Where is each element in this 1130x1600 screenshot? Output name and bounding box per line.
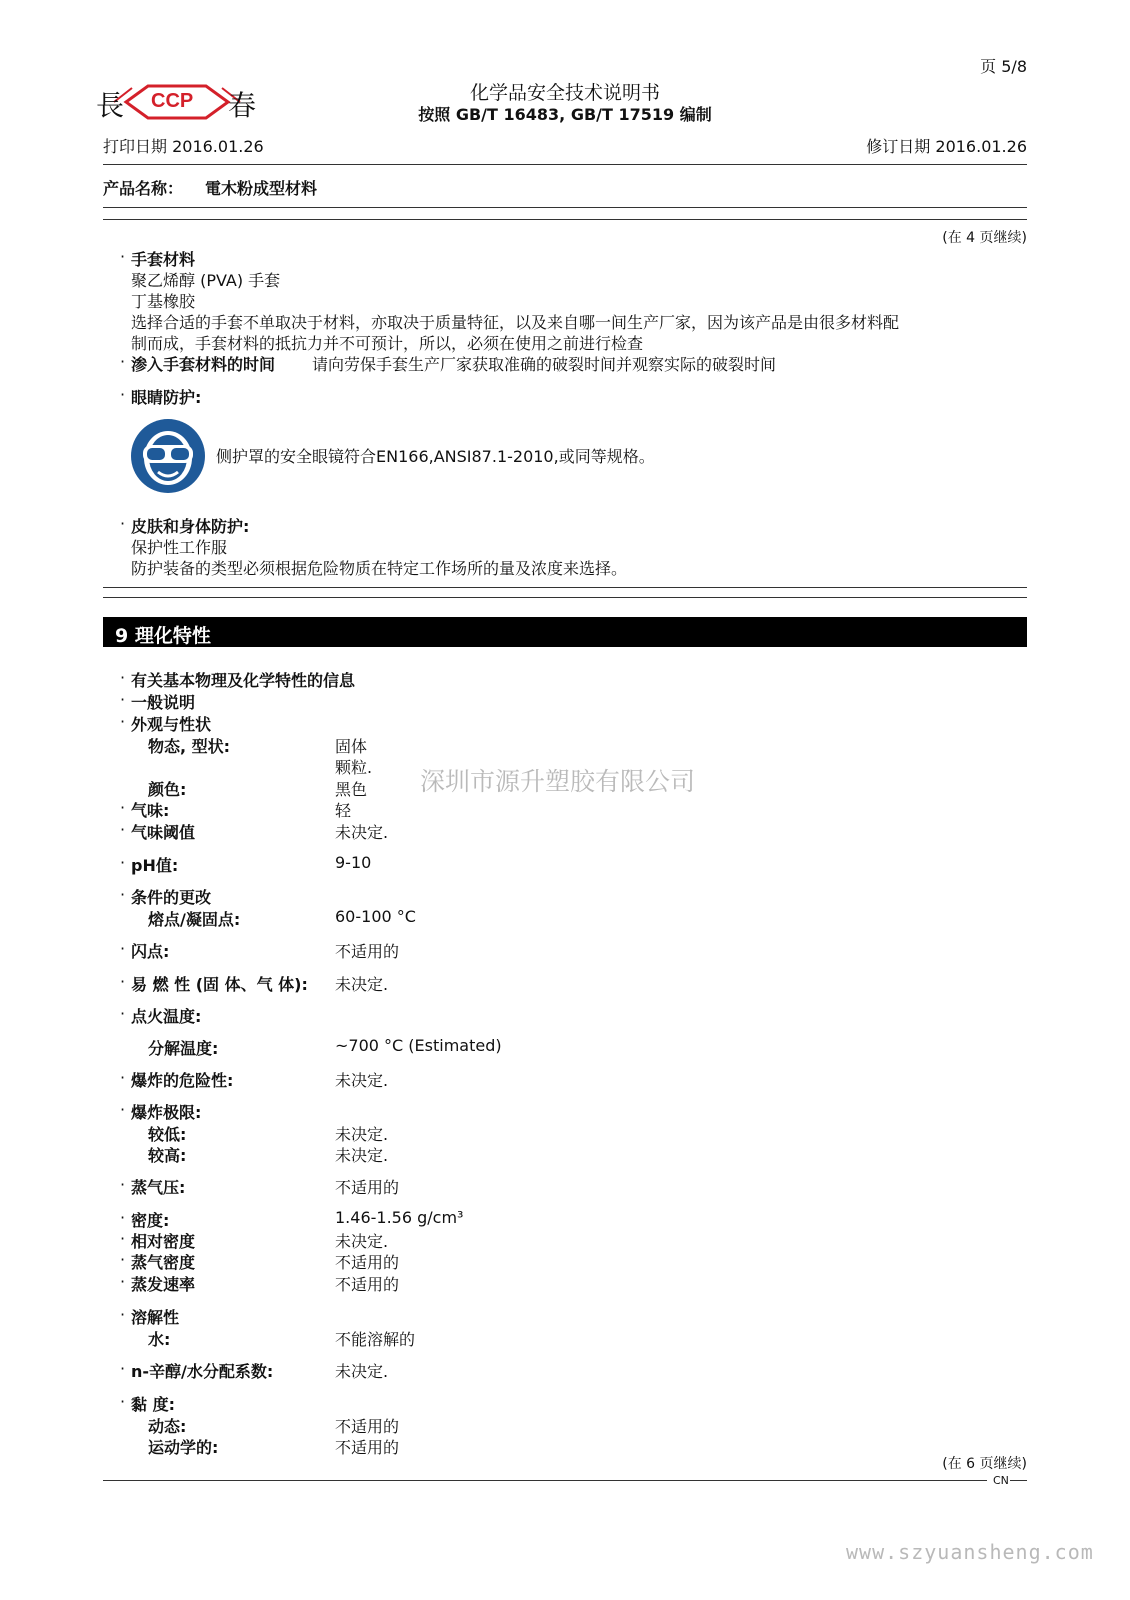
continued-from: (在 4 页继续) [942,230,1027,246]
bullet: · [120,1359,126,1378]
bullet: · [120,939,126,958]
property-value: 不适用的 [335,1253,400,1272]
penetration-text: 请向劳保手套生产厂家获取准确的破裂时间并观察实际的破裂时间 [312,355,777,374]
bullet: · [120,885,126,904]
divider [103,597,1027,598]
skin-line: 保护性工作服 [131,538,228,557]
gloves-line: 丁基橡胶 [131,292,196,311]
property-label: 较高: [148,1146,187,1165]
bullet: · [120,820,126,839]
property-label: 爆炸极限: [131,1103,202,1122]
property-label: 密度: [131,1211,170,1230]
gloves-line: 制而成，手套材料的抵抗力并不可预计，所以，必须在使用之前进行检查 [131,334,644,353]
property-label: 熔点/凝固点: [148,910,241,929]
bullet: · [120,1392,126,1411]
property-label: 溶解性 [131,1308,180,1327]
property-value: ~700 °C (Estimated) [335,1036,502,1055]
property-label: 条件的更改 [131,888,212,907]
section-9-title: 9 理化特性 [115,625,211,647]
revision-date: 修订日期 2016.01.26 [866,137,1027,156]
property-value: 未决定. [335,1146,389,1165]
property-label: 气味: [131,801,170,820]
property-value: 未决定. [335,975,389,994]
logo-mid-text: CCP [151,90,194,112]
bullet: · [120,690,126,709]
property-value: 不适用的 [335,1275,400,1294]
property-value: 未决定. [335,1071,389,1090]
property-value: 未决定. [335,823,389,842]
property-label: 黏 度: [131,1395,175,1414]
skin-protection-title: 皮肤和身体防护: [131,517,250,536]
property-value: 固体 [335,737,368,756]
property-label: 较低: [148,1125,187,1144]
divider [103,207,1027,208]
divider [103,164,1027,165]
penetration-title: 渗入手套材料的时间 [131,355,276,374]
bullet: · [120,712,126,731]
bullet: · [120,1175,126,1194]
bullet: · [120,798,126,817]
property-label: 物态, 型状: [148,737,231,756]
eye-protection-title: 眼睛防护: [131,388,202,407]
footer-code: CN [990,1474,1012,1487]
property-label: 点火温度: [131,1007,202,1026]
document-title: 化学品安全技术说明书 [469,82,660,104]
bullet: · [120,1068,126,1087]
property-label: 相对密度 [131,1232,196,1251]
print-date: 打印日期 2016.01.26 [103,137,264,156]
property-label: 动态: [148,1417,187,1436]
property-value: 未决定. [335,1362,389,1381]
property-label: 气味阈值 [131,823,196,842]
property-label: 爆炸的危险性: [131,1071,234,1090]
property-label: 蒸气密度 [131,1253,196,1272]
property-value: 60-100 °C [335,907,416,926]
bullet: · [120,1100,126,1119]
property-label: 易 燃 性 (固 体、气 体): [131,975,308,994]
gloves-line: 聚乙烯醇 (PVA) 手套 [131,271,281,290]
company-watermark: 深圳市源升塑胶有限公司 [420,767,696,796]
bullet: · [120,1208,126,1227]
property-value: 未决定. [335,1232,389,1251]
bullet: · [120,668,126,687]
divider [103,1480,987,1481]
divider [1010,1480,1027,1481]
property-label: 蒸发速率 [131,1275,196,1294]
document-subtitle: 按照 GB/T 16483, GB/T 17519 编制 [418,105,712,124]
property-label: 闪点: [131,942,170,961]
property-value: 不适用的 [335,1438,400,1457]
property-value: 颗粒. [335,758,373,777]
divider [103,219,1027,220]
product-label: 产品名称： [103,179,184,198]
property-label: 蒸气压: [131,1178,186,1197]
property-value: 黑色 [335,780,368,799]
property-label: pH值: [131,856,179,875]
property-value: 1.46-1.56 g/cm³ [335,1208,464,1227]
bullet: · [120,853,126,872]
property-label: 颜色: [148,780,187,799]
gloves-line: 选择合适的手套不单取决于材料，亦取决于质量特征，以及来自哪一间生产厂家，因为该产品是由很多材料配 [131,313,900,332]
gloves-title: 手套材料 [131,250,196,269]
bullet: · [120,1004,126,1023]
property-label: 外观与性状 [131,715,212,734]
property-label: n-辛醇/水分配系数: [131,1362,274,1381]
property-label: 有关基本物理及化学特性的信息 [131,671,356,690]
eye-protection-text: 侧护罩的安全眼镜符合EN166,ANSI87.1-2010,或同等规格。 [216,447,655,466]
continued-to: (在 6 页继续) [942,1456,1027,1472]
property-label: 水: [148,1330,171,1349]
property-value: 轻 [335,801,352,820]
bullet: · [120,1250,126,1269]
bullet: · [120,1305,126,1324]
logo-left-char: 長 [96,89,125,122]
bullet: · [120,247,126,266]
property-value: 不能溶解的 [335,1330,416,1349]
bullet: · [120,514,126,533]
section-9-header [103,617,1027,647]
bullet: · [120,972,126,991]
bullet: · [120,385,126,404]
logo-right-char: 春 [228,89,257,122]
property-label: 分解温度: [148,1039,219,1058]
bullet: · [120,352,126,371]
property-value: 不适用的 [335,1178,400,1197]
property-value: 不适用的 [335,1417,400,1436]
page-number: 页 5/8 [980,57,1027,76]
property-value: 未决定. [335,1125,389,1144]
safety-goggles-icon [130,418,206,494]
property-value: 不适用的 [335,942,400,961]
skin-line: 防护装备的类型必须根据危险物质在特定工作场所的量及浓度来选择。 [131,559,628,578]
bullet: · [120,1229,126,1248]
property-label: 运动学的: [148,1438,219,1457]
product-name: 電木粉成型材料 [205,179,318,198]
url-watermark: www.szyuansheng.com [846,1540,1094,1564]
property-label: 一般说明 [131,693,196,712]
property-value: 9-10 [335,853,372,872]
divider [103,587,1027,588]
bullet: · [120,1272,126,1291]
